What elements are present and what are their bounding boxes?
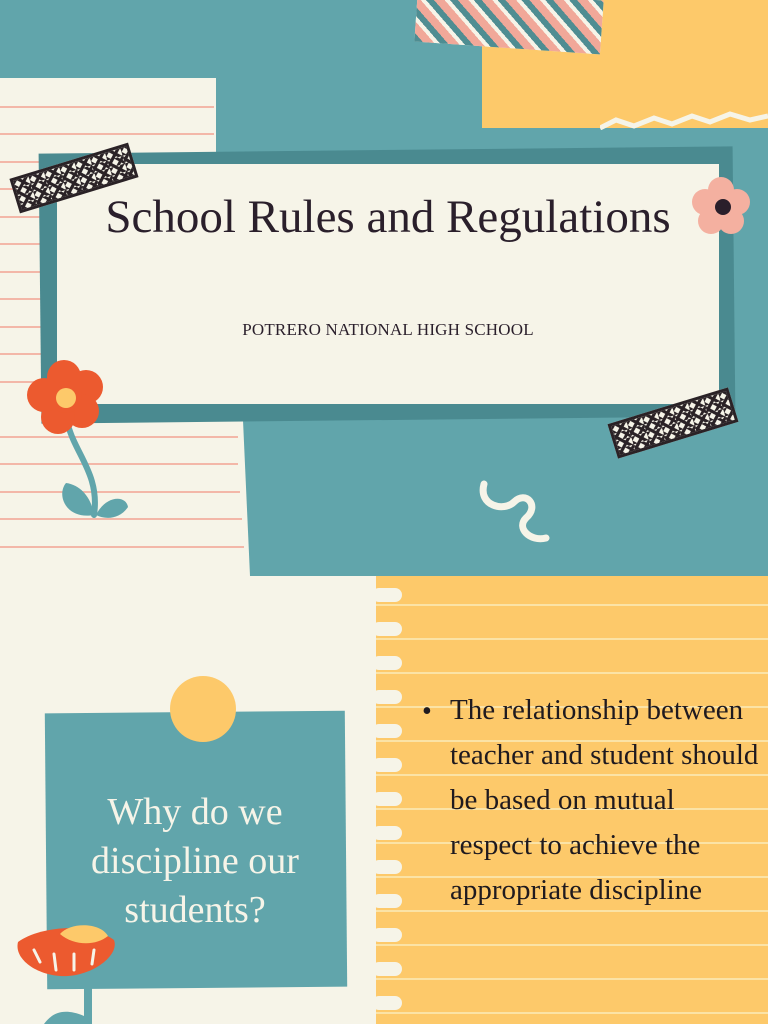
- slide-subtitle: POTRERO NATIONAL HIGH SCHOOL: [242, 320, 534, 339]
- yellow-pin-icon: [170, 676, 236, 742]
- bullet-icon: •: [422, 696, 432, 727]
- pink-flower-icon: [686, 172, 756, 242]
- squiggle-icon: [470, 476, 560, 548]
- bullet-text: The relationship between teacher and student should be based on mutual respect to achieve the appropriate discipline: [450, 694, 759, 906]
- question-heading: Why do we discipline our students?: [91, 791, 299, 931]
- content-slide: [0, 576, 768, 1024]
- torn-paper-edge: [600, 100, 768, 130]
- orange-flower-icon: [16, 355, 136, 535]
- daisy-flower-icon: [10, 916, 130, 1024]
- slide-title: School Rules and Regulations: [105, 191, 671, 243]
